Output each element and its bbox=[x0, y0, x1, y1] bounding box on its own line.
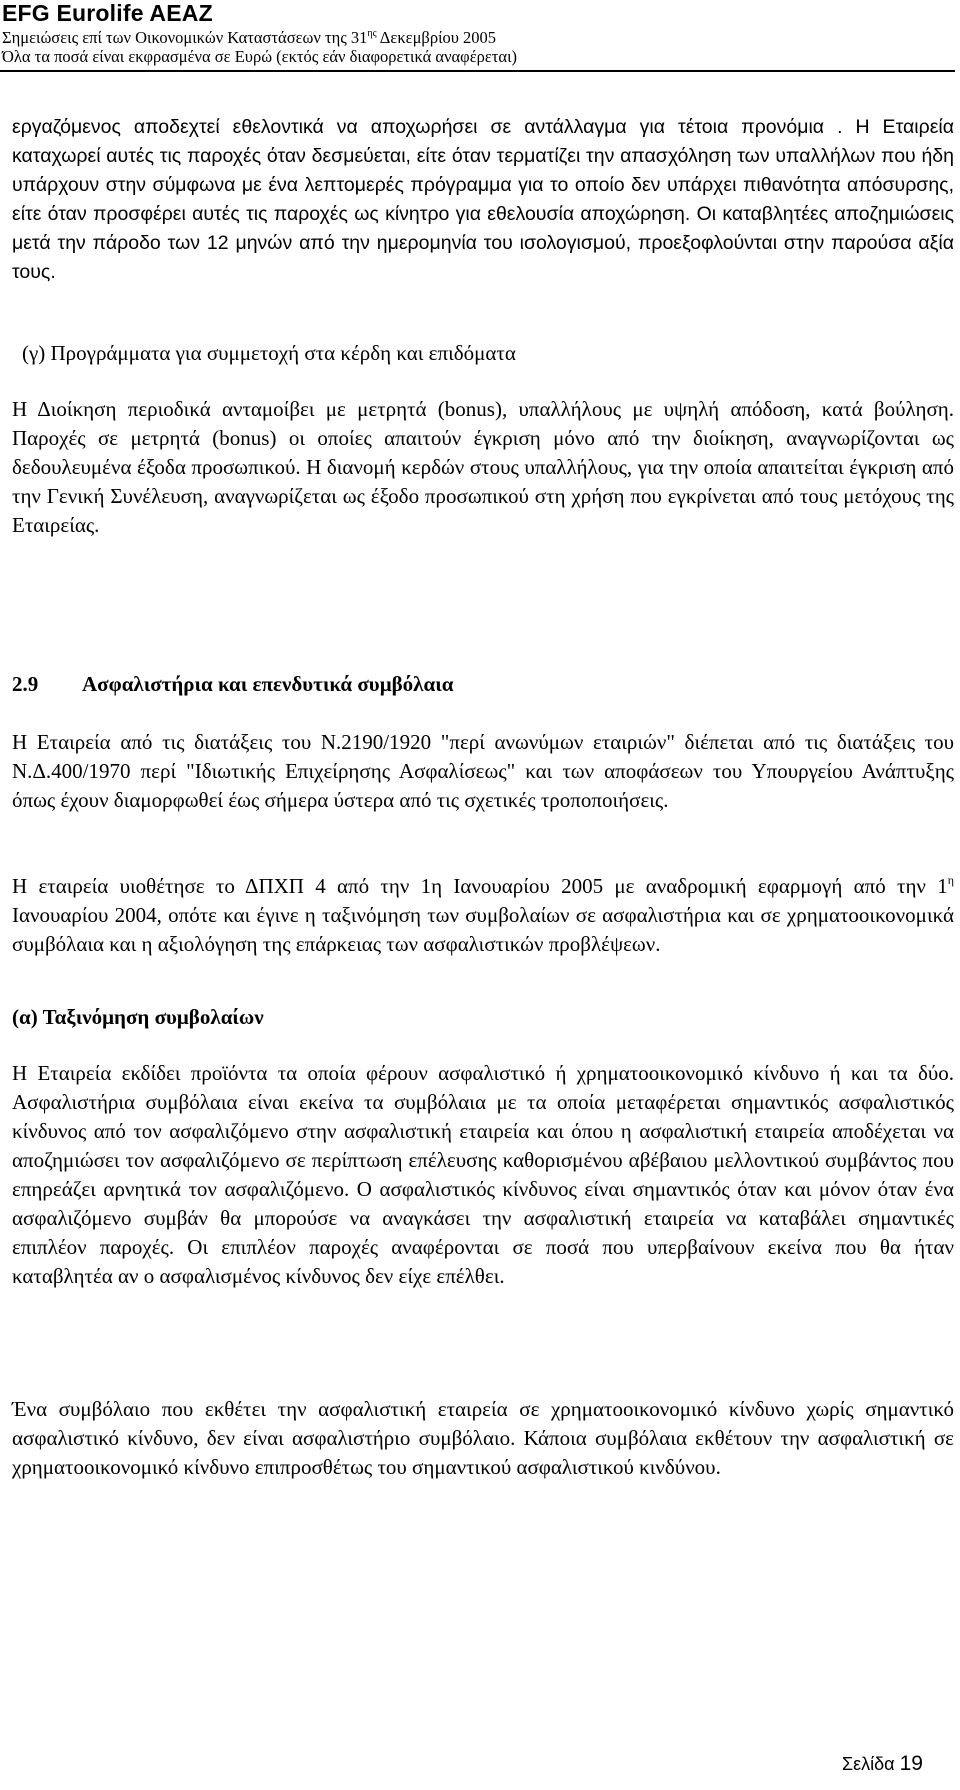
subheading-contract-classification: (α) Ταξινόμηση συμβολαίων bbox=[12, 1005, 264, 1029]
ifrs4-text-end: Ιανουαρίου 2004, οπότε και έγινε η ταξινόμηση των συμβολαίων σε ασφαλιστήρια και σε χρηματοοικονομικά συμβόλαια και η αξιολόγηση της επάρκειας των ασφαλιστικών προβλέψεων. bbox=[12, 903, 954, 956]
notes-title-date: Δεκεμβρίου 2005 bbox=[376, 28, 497, 47]
paragraph-ifrs4-adoption bbox=[12, 872, 954, 959]
section-heading-2-9 bbox=[12, 672, 453, 697]
ifrs4-superscript: η bbox=[947, 873, 954, 887]
notes-title-superscript: ης bbox=[367, 28, 377, 39]
subheading-profit-sharing: (γ) Προγράμματα για συμμετοχή στα κέρδη και επιδόματα bbox=[22, 341, 516, 365]
paragraph-legal-framework: Η Εταιρεία από τις διατάξεις του Ν.2190/1920 "περί ανωνύμων εταιριών" διέπεται από τις διατάξεις του Ν.Δ.400/1970 περί "Ιδιωτικής Επιχείρησης Ασφαλίσεως" και των αποφάσεων του Υπουργείου Ανάπτυξης όπως έχουν διαμορφωθεί έως σήμερα ύστερα από τις σχετικές τροποποιήσεις. bbox=[12, 730, 954, 812]
paragraph-termination-benefits: εργαζόμενος αποδεχτεί εθελοντικά να αποχωρήσει σε αντάλλαγμα για τέτοια προνόμια . Η Εταιρεία καταχωρεί αυτές τις παροχές όταν δεσμεύεται, είτε όταν τερματίζει την απασχόληση των υπαλλήλων που ήδη υπάρχουν στην σύμφωνα με ένα λεπτομερές πρόγραμμα για το οποίο δεν υπάρχει πιθανότητα απόσυρσης, είτε όταν προσφέρει αυτές τις παροχές ως κίνητρο για εθελουσία αποχώρηση. Οι καταβλητέες αποζημιώσεις μετά την πάροδο των 12 μηνών από την ημερομηνία του ισολογισμού, προεξοφλούνται στην παρούσα αξία τους. bbox=[12, 116, 954, 283]
paragraph-bonus: Η Διοίκηση περιοδικά ανταμοίβει με μετρητά (bonus), υπαλλήλους με υψηλή απόδοση, κατά βούληση. Παροχές σε μετρητά (bonus) οι οποίες απαιτούν έγκριση μόνο από την διοίκηση, αναγνωρίζονται ως δεδουλευμένα έξοδα προσωπικού. Η διανομή κερδών στους υπαλλήλους, για την οποία απαιτείται έγκριση από την Γενική Συνέλευση, αναγνωρίζεται ως έξοδο προσωπικού στη χρήση που εγκρίνεται από τους μετόχους της Εταιρείας. bbox=[12, 397, 954, 537]
page-footer bbox=[842, 1752, 923, 1776]
currency-note: Όλα τα ποσά είναι εκφρασμένα σε Ευρώ (εκτός εάν διαφορετικά αναφέρεται) bbox=[2, 47, 517, 66]
notes-title-text: Σημειώσεις επί των Οικονομικών Καταστάσεων της 31 bbox=[2, 28, 368, 47]
paragraph-classification: Η Εταιρεία εκδίδει προϊόντα τα οποία φέρουν ασφαλιστικό ή χρηματοοικονομικό κίνδυνο ή και τα δύο. Ασφαλιστήρια συμβόλαια είναι εκείνα τα συμβόλαια με τα οποία μεταφέρεται σημαντικός ασφαλιστικός κίνδυνος από τον ασφαλιζόμενο στην ασφαλιστική εταιρεία και όπου η ασφαλιστική εταιρεία αποδέχεται να αποζημιώσει τον ασφαλιζόμενο σε περίπτωση επέλευσης καθορισμένου αβέβαιου μελλοντικού συμβάντος που επηρεάζει αρνητικά τον ασφαλιζόμενο. Ο ασφαλιστικός κίνδυνος είναι σημαντικός όταν και μόνον όταν ένα ασφαλιζόμενο συμβάν θα μπορούσε να αναγκάσει την ασφαλιστική εταιρεία να καταβάλει σημαντικές επιπλέον παροχές. Οι επιπλέον παροχές αναφέρονται σε ποσά που υπερβαίνουν εκείνα που θα ήταν καταβλητέα αν ο ασφαλισμένος κίνδυνος δεν είχε επέλθει. bbox=[12, 1061, 954, 1288]
ifrs4-text-start: Η εταιρεία υιοθέτησε το ΔΠΧΠ 4 από την 1η Ιανουαρίου 2005 με αναδρομική εφαρμογή από την 1 bbox=[12, 874, 948, 898]
page-label: Σελίδα bbox=[842, 1754, 895, 1774]
section-title: Ασφαλιστήρια και επενδυτικά συμβόλαια bbox=[82, 672, 454, 696]
company-name: EFG Eurolife AEAZ bbox=[2, 0, 213, 26]
notes-title bbox=[2, 28, 496, 48]
page-number: 19 bbox=[899, 1752, 923, 1775]
header-divider bbox=[0, 70, 955, 72]
section-number: 2.9 bbox=[12, 672, 39, 696]
paragraph-financial-risk: Ένα συμβόλαιο που εκθέτει την ασφαλιστική εταιρεία σε χρηματοοικονομικό κίνδυνο χωρίς σημαντικό ασφαλιστικό κίνδυνο, δεν είναι ασφαλιστήριο συμβόλαιο. Κάποια συμβόλαια εκθέτουν την ασφαλιστική σε χρηματοοικονομικό κίνδυνο επιπροσθέτως του σημαντικού ασφαλιστικού κινδύνου. bbox=[12, 1397, 954, 1479]
